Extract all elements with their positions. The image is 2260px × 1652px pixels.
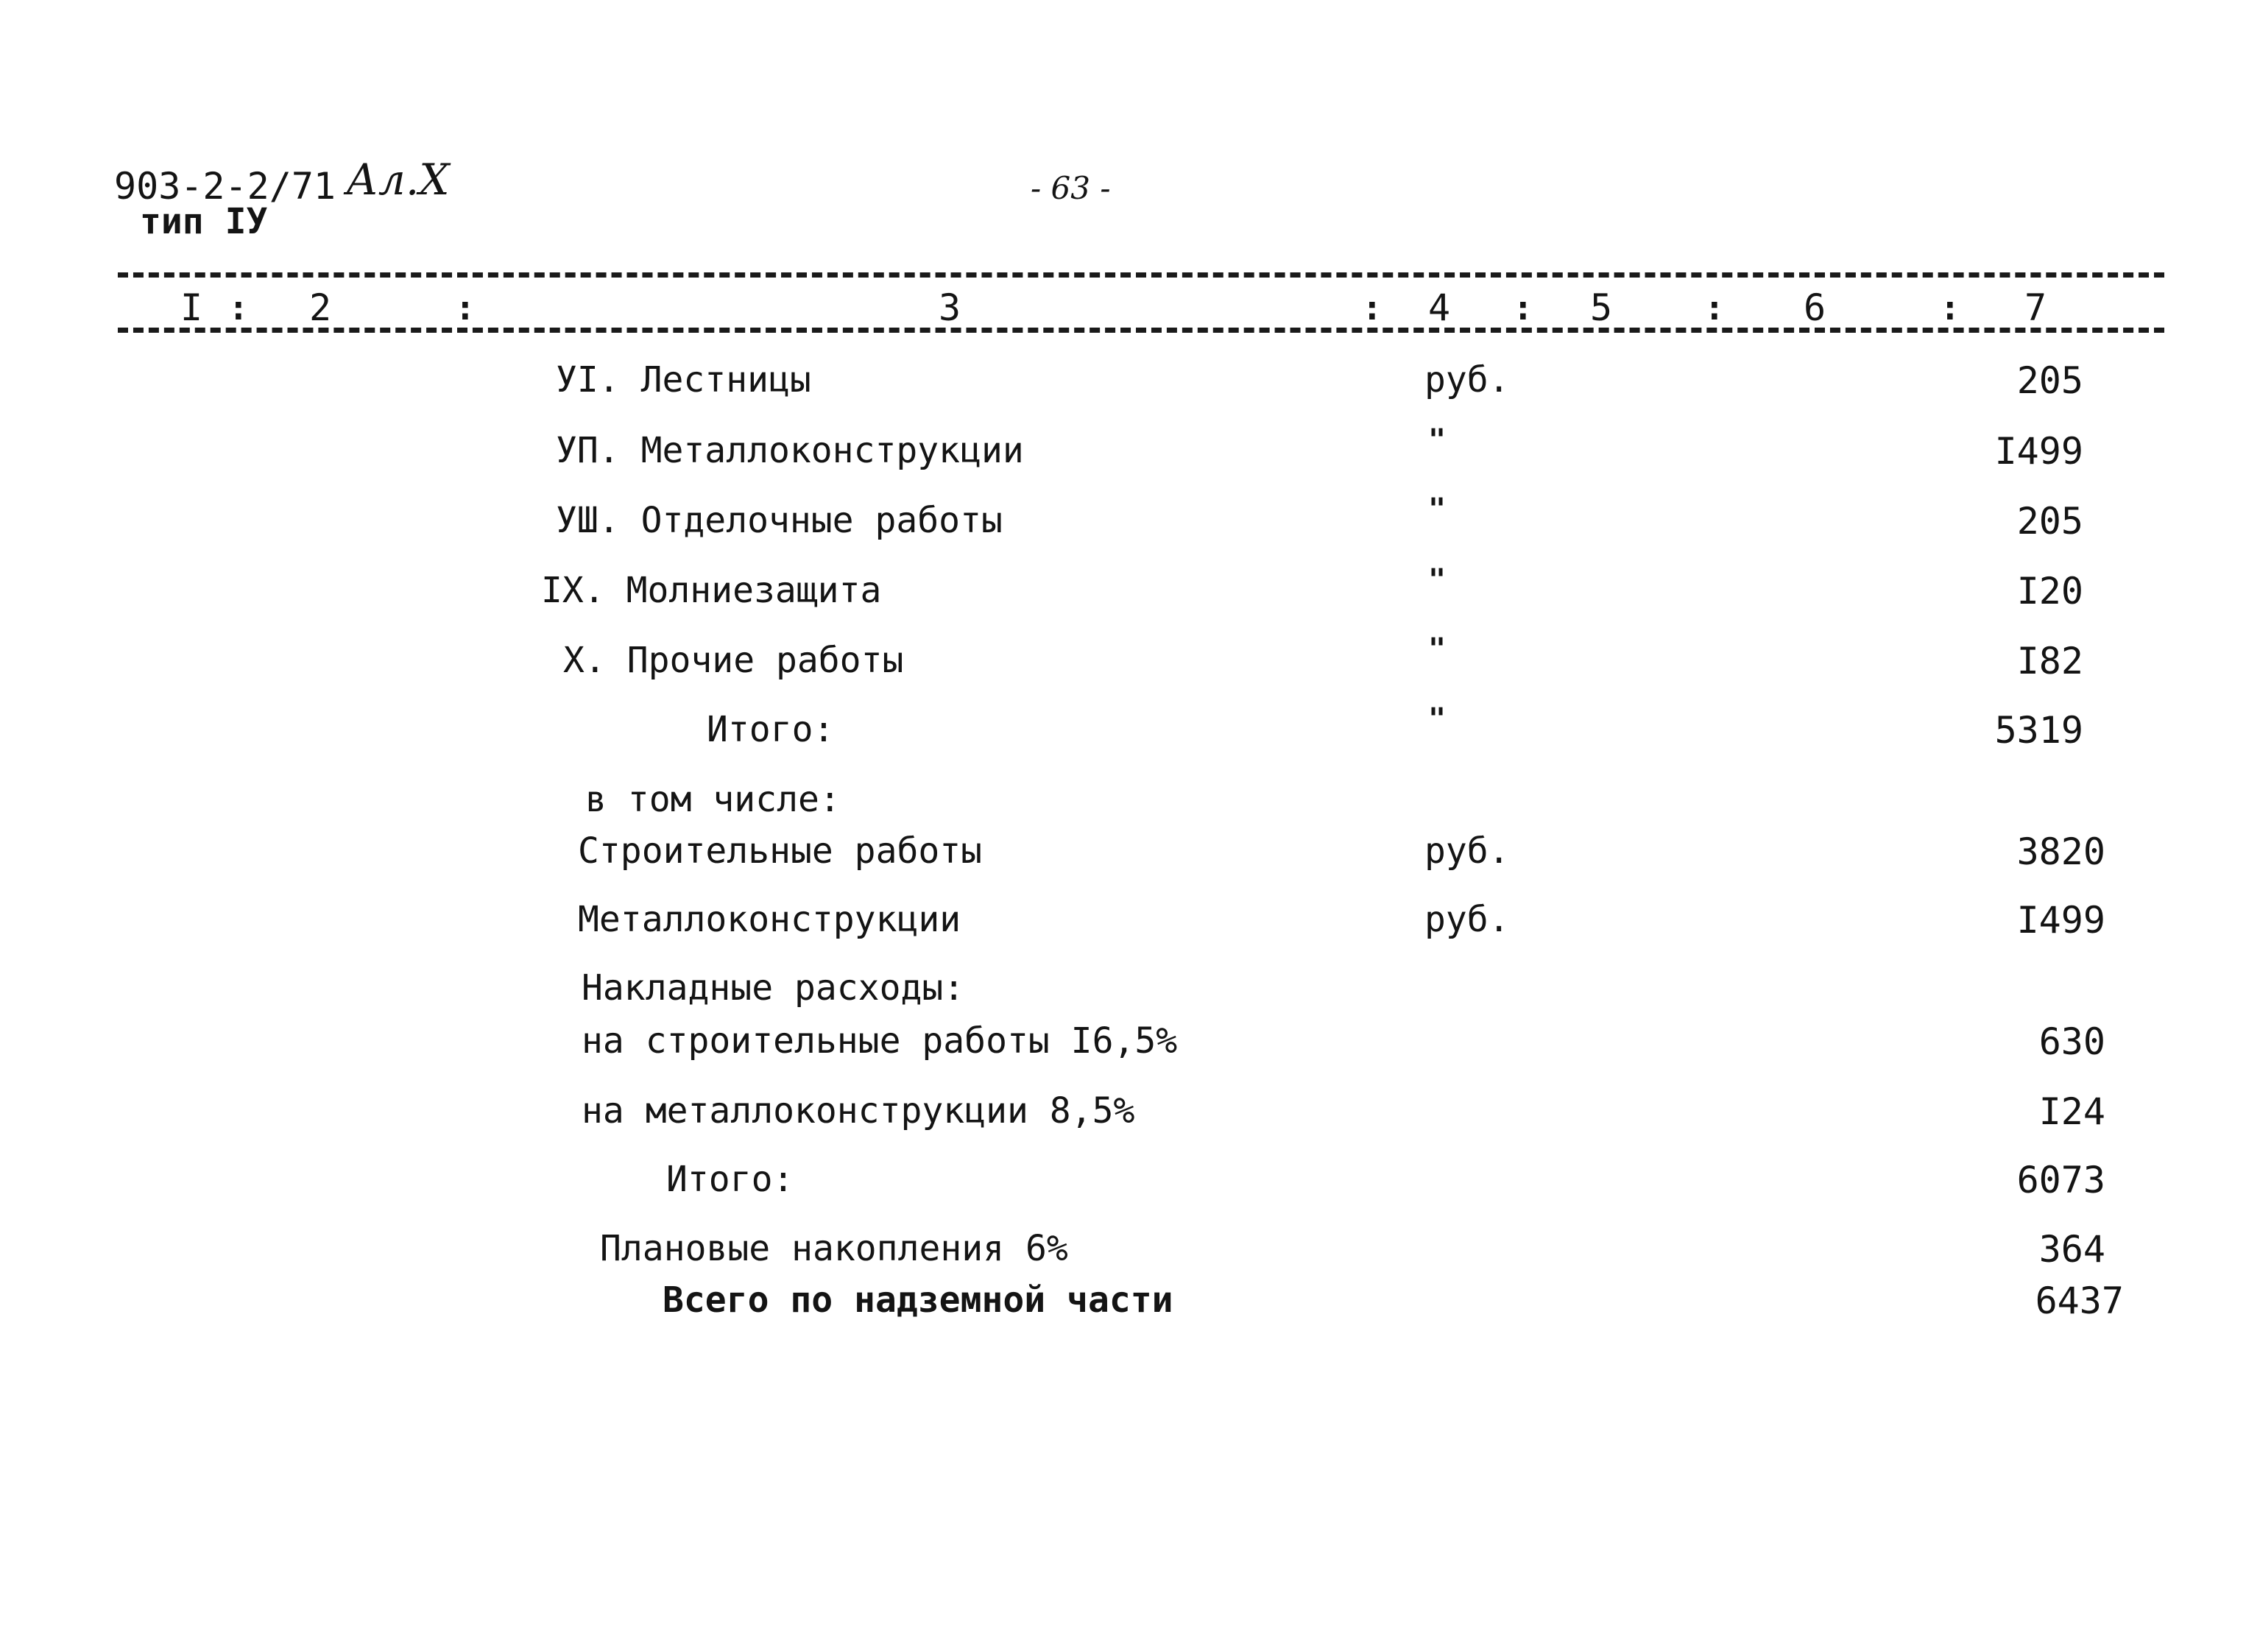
column-number-5: 5 xyxy=(1590,286,1613,329)
column-separator: : xyxy=(1940,288,1960,328)
column-number-4: 4 xyxy=(1428,286,1451,329)
row-value: I82 xyxy=(2016,640,2083,682)
row-value: I24 xyxy=(2038,1090,2105,1133)
row-label: IX. Молниезащита xyxy=(541,570,882,611)
row-unit: руб. xyxy=(1424,830,1510,872)
document-mark: Ал.X xyxy=(346,155,450,205)
document-code: 903-2-2/71 xyxy=(114,165,336,208)
row-value: I499 xyxy=(2016,899,2105,942)
row-value: I20 xyxy=(2016,570,2083,613)
row-label: в том числе: xyxy=(585,779,841,820)
page-number: - 63 - xyxy=(1031,170,1111,206)
column-separator: : xyxy=(228,288,249,328)
document-type: тип IУ xyxy=(140,201,268,242)
row-unit-ditto: " xyxy=(1428,563,1447,597)
row-label-total: Итого: xyxy=(707,709,835,750)
column-number-6: 6 xyxy=(1804,286,1826,329)
row-unit-ditto: " xyxy=(1428,702,1447,736)
column-number-7: 7 xyxy=(2024,286,2047,329)
row-value: 364 xyxy=(2038,1228,2105,1271)
row-unit-ditto: " xyxy=(1428,493,1447,526)
row-label: УI. Лестницы xyxy=(556,359,811,400)
row-label-grand-total: Всего по надземной части xyxy=(663,1279,1173,1321)
row-label: на металлоконструкции 8,5% xyxy=(582,1090,1135,1132)
row-value: 6437 xyxy=(2035,1279,2124,1322)
row-value: 630 xyxy=(2038,1020,2105,1063)
column-separator: : xyxy=(1513,288,1533,328)
column-number-2: 2 xyxy=(309,286,332,329)
row-unit: руб. xyxy=(1424,899,1510,940)
row-label: Строительные работы xyxy=(578,830,983,872)
row-unit-ditto: " xyxy=(1428,632,1447,666)
row-label: УШ. Отделочные работы xyxy=(556,500,1003,541)
row-label: Накладные расходы: xyxy=(582,967,965,1009)
column-number-1: I xyxy=(180,286,203,329)
row-unit: руб. xyxy=(1424,359,1510,400)
row-label: Плановые накопления 6% xyxy=(600,1228,1068,1269)
row-value: 205 xyxy=(2016,500,2083,543)
column-separator: : xyxy=(1362,288,1383,328)
column-separator: : xyxy=(455,288,476,328)
row-value: 3820 xyxy=(2016,830,2105,873)
column-separator: : xyxy=(1704,288,1725,328)
row-label: на строительные работы I6,5% xyxy=(582,1020,1178,1062)
column-number-3: 3 xyxy=(939,286,961,329)
row-value: 6073 xyxy=(2016,1159,2105,1201)
table-header-bottom-rule xyxy=(118,328,2164,333)
row-label: УП. Металлоконструкции xyxy=(556,430,1024,471)
row-label-total: Итого: xyxy=(666,1159,794,1200)
table-header-top-rule xyxy=(118,272,2164,278)
row-unit-ditto: " xyxy=(1428,423,1447,457)
row-label: Металлоконструкции xyxy=(578,899,961,940)
row-label: X. Прочие работы xyxy=(563,640,904,681)
row-value: 5319 xyxy=(1994,709,2083,752)
row-value: 205 xyxy=(2016,359,2083,402)
row-value: I499 xyxy=(1994,430,2083,473)
